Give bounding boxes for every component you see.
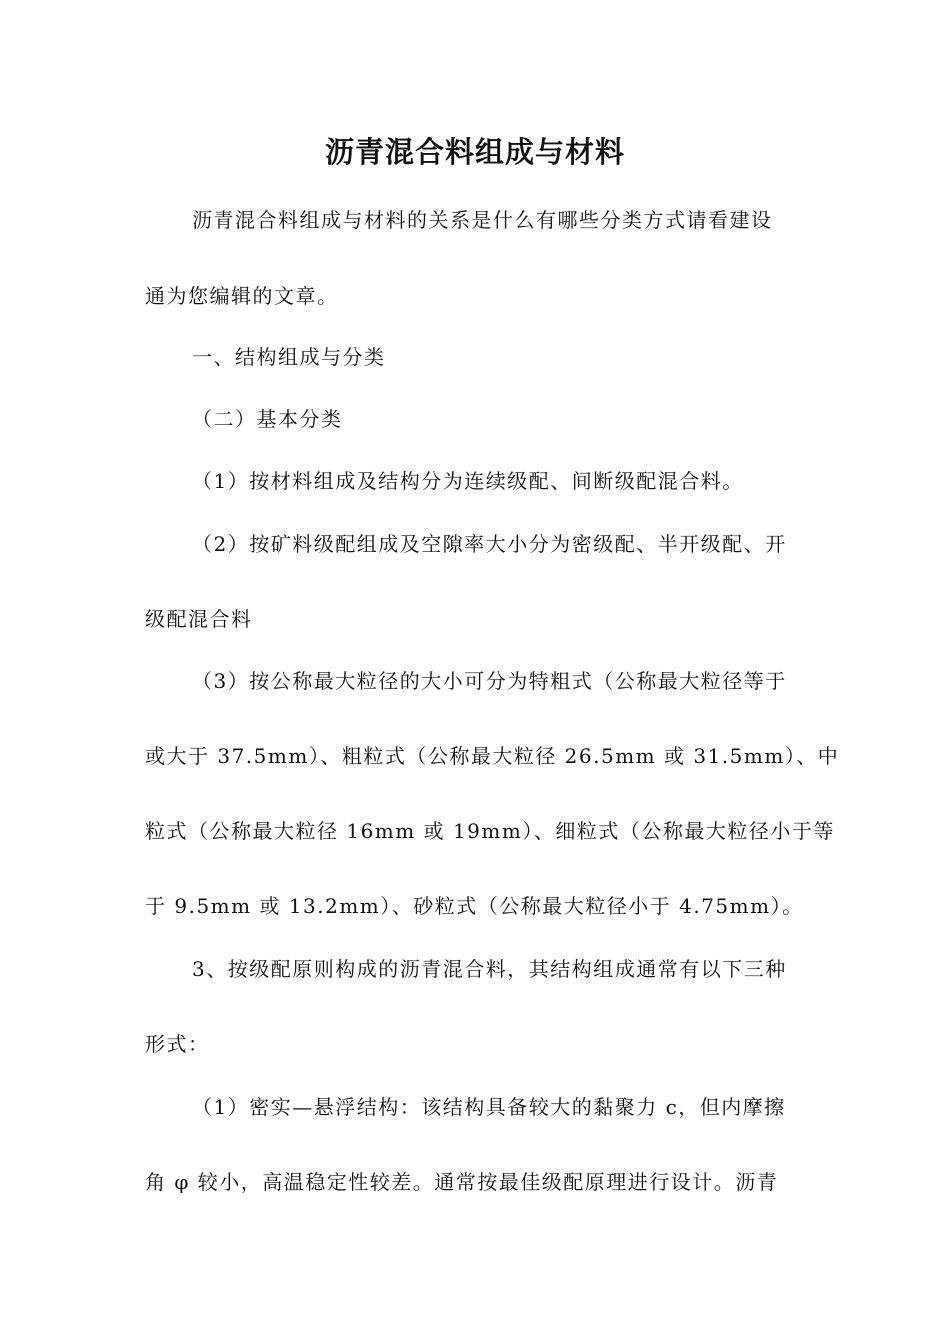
paragraph-line: 或大于 37.5mm）、粗粒式（公称最大粒径 26.5mm 或 31.5mm）、中	[145, 744, 840, 768]
paragraph-line: （1）按材料组成及结构分为连续级配、间断级配混合料。	[192, 469, 744, 493]
paragraph-line: （3）按公称最大粒径的大小可分为特粗式（公称最大粒径等于	[192, 669, 787, 693]
paragraph-line: 通为您编辑的文章。	[145, 284, 339, 308]
paragraph-line: （1）密实—悬浮结构：该结构具备较大的黏聚力 c，但内摩擦	[192, 1095, 786, 1119]
document-title: 沥青混合料组成与材料	[324, 135, 625, 169]
section-heading: 一、结构组成与分类	[192, 345, 386, 369]
subsection-heading: （二）基本分类	[192, 407, 343, 431]
paragraph-line: 级配混合料	[145, 607, 253, 631]
paragraph-line: 角 φ 较小，高温稳定性较差。通常按最佳级配原理进行设计。沥青	[145, 1170, 779, 1194]
paragraph-line: 形式：	[145, 1032, 210, 1056]
paragraph-line: （2）按矿料级配组成及空隙率大小分为密级配、半开级配、开	[192, 532, 787, 556]
paragraph-line: 于 9.5mm 或 13.2mm）、砂粒式（公称最大粒径小于 4.75mm）。	[145, 894, 804, 918]
paragraph-line: 3、按级配原则构成的沥青混合料，其结构组成通常有以下三种	[192, 957, 787, 981]
paragraph-line: 粒式（公称最大粒径 16mm 或 19mm）、细粒式（公称最大粒径小于等	[145, 819, 835, 843]
paragraph-line: 沥青混合料组成与材料的关系是什么有哪些分类方式请看建设	[192, 208, 773, 232]
